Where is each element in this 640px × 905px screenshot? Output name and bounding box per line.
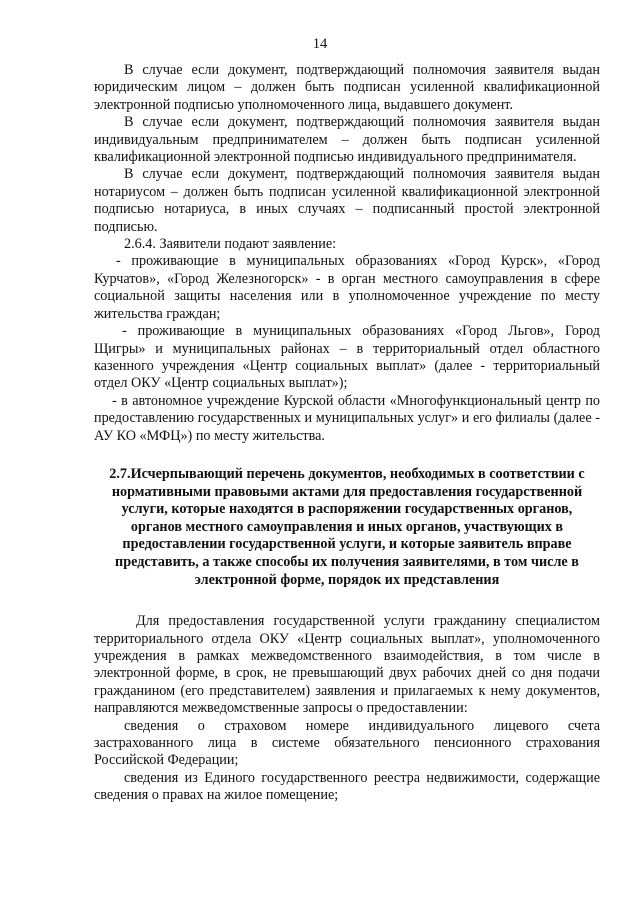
- paragraph-entrepreneur: В случае если документ, подтверждающий полномочия заявителя выдан индивидуальным предпринимателем – должен быть подписан усиленной квалификационной электронной подписью индивидуального предпринимателя.: [94, 114, 600, 166]
- paragraph-legal-entity: В случае если документ, подтверждающий полномочия заявителя выдан юридическим лицом – должен быть подписан усиленной квалификационной электронной подписью уполномоченного лица, выдавшего документ.: [94, 62, 600, 113]
- list-item-mfc: - в автономное учреждение Курской области «Многофункциональный центр по предоставлению государственных и муниципальных услуг» и его филиалы (далее - АУ КО «МФЦ») по месту жительства.: [94, 392, 600, 444]
- paragraph-interagency-requests: Для предоставления государственной услуги гражданину специалистом территориального отдела ОКУ «Центр социальных выплат», уполномоченного учреждения в рамках межведомственного взаимодействия, в том числе в электронной форме, в срок, не превышающий двух рабочих дней со дня подачи гражданином (его представителем) заявления и прилагаемых к нему документов, направляются межведомственные запросы о предоставлении:: [94, 613, 600, 717]
- paragraph-notary: В случае если документ, подтверждающий полномочия заявителя выдан нотариусом – должен быть подписан усиленной квалификационной электронной подписью нотариуса, в иных случаях – подписанный простой электронной подписью.: [94, 166, 600, 235]
- list-item-lgov: - проживающие в муниципальных образованиях «Город Льгов», Город Щигры» и муниципальных районах – в территориальный отдел областного казенного учреждения «Центр социальных выплат» (далее - территориальный отдел ОКУ «Центр социальных выплат»);: [94, 323, 600, 392]
- page-number: 14: [312, 36, 328, 52]
- document-body: [94, 62, 600, 805]
- list-item-kursk: - проживающие в муниципальных образованиях «Город Курск», «Город Курчатов», «Город Железногорск» - в орган местного самоуправления в сфере социальной защиты населения или в уполномоченное учреждение по месту жительства граждан;: [94, 253, 600, 322]
- list-item-insurance-number: сведения о страховом номере индивидуального лицевого счета застрахованного лица в системе обязательного пенсионного страхования Российской Федерации;: [94, 717, 600, 769]
- list-item-real-estate-registry: сведения из Единого государственного реестра недвижимости, содержащие сведения о правах на жилое помещение;: [94, 769, 600, 804]
- section-heading-2-7: 2.7.Исчерпывающий перечень документов, необходимых в соответствии с нормативными правовыми актами для предоставления государственной услуги, которые находятся в распоряжении государственных органов, органов местного самоуправления и иных органов, участвующих в предоставлении государственной услуги, и которые заявитель вправе представить, а также способы их получения заявителями, в том числе в электронной форме, порядок их представления: [109, 465, 585, 588]
- paragraph-2-6-4: 2.6.4. Заявители подают заявление:: [124, 236, 337, 253]
